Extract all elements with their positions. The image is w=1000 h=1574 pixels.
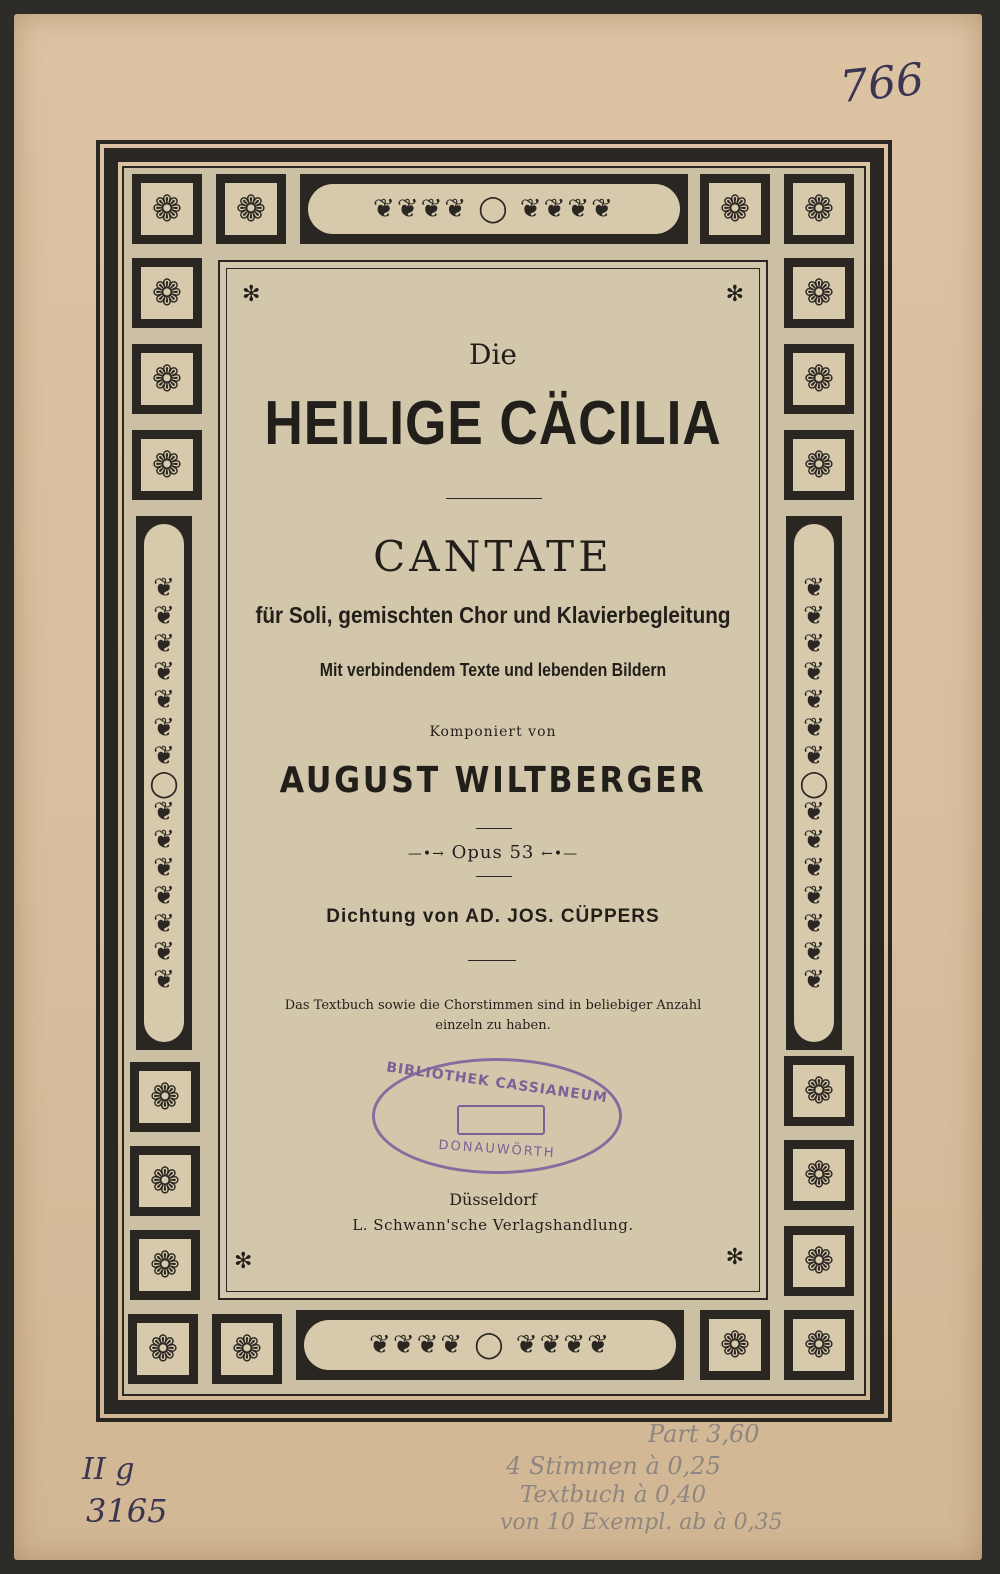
ornament-tile <box>784 1140 854 1210</box>
rosette-icon: ❁ <box>149 1076 181 1118</box>
garland-ornament: ❦❦❦❦ ◯ ❦❦❦❦ <box>373 194 615 224</box>
ornament-tile-inner <box>219 1321 275 1377</box>
price-note-line2: 4 Stimmen à 0,25 <box>506 1452 721 1480</box>
left-pillar <box>136 516 192 1050</box>
rosette-icon: ❁ <box>151 444 183 486</box>
ornament-tile-inner <box>139 351 195 407</box>
ornament-tile-inner <box>791 1147 847 1203</box>
rosette-icon: ❁ <box>719 188 751 230</box>
ornament-tile <box>130 1062 200 1132</box>
top-garland-band <box>300 174 688 244</box>
ornament-tile-inner <box>135 1321 191 1377</box>
ornament-tile <box>784 1310 854 1380</box>
ornament-tile <box>132 344 202 414</box>
library-stamp <box>372 1058 622 1174</box>
bottom-garland-band <box>296 1310 684 1380</box>
ornament-tile-inner <box>137 1153 193 1209</box>
ornament-tile <box>212 1314 282 1384</box>
ornament-tile-inner <box>791 181 847 237</box>
scoring-line: für Soli, gemischten Chor und Klavierbegleitung <box>255 602 731 628</box>
rosette-icon: ❁ <box>803 444 835 486</box>
ornament-tile <box>216 174 286 244</box>
leaf-column-ornament: ❦❦❦❦❦❦❦◯❦❦❦❦❦❦❦ <box>149 573 179 993</box>
corner-star-ornament: ✻ <box>725 1245 744 1270</box>
rosette-icon: ❁ <box>803 272 835 314</box>
genre-title: CANTATE <box>373 532 613 581</box>
garland-ornament: ❦❦❦❦ ◯ ❦❦❦❦ <box>369 1330 611 1360</box>
rosette-icon: ❁ <box>235 188 267 230</box>
ornament-tile-inner <box>707 181 763 237</box>
stamp-emblem <box>457 1105 545 1135</box>
price-note-line4: von 10 Exempl. ab à 0,35 <box>500 1510 783 1535</box>
rosette-icon: ❁ <box>803 188 835 230</box>
ornament-tile-inner <box>139 437 195 493</box>
availability-note-line1: Das Textbuch sowie die Chorstimmen sind in beliebiger Anzahl <box>284 998 702 1013</box>
ornament-tile <box>784 174 854 244</box>
ornament-tile <box>700 1310 770 1380</box>
composer-intro: Komponiert von <box>429 724 557 740</box>
subtitle-line: Mit verbindendem Texte und lebenden Bildern <box>319 660 667 680</box>
rosette-icon: ❁ <box>147 1328 179 1370</box>
rosette-icon: ❁ <box>149 1160 181 1202</box>
ornament-tile-inner <box>139 181 195 237</box>
price-note-line3: Textbuch à 0,40 <box>520 1482 707 1508</box>
shelf-mark-line2: 3165 <box>86 1492 168 1530</box>
poet-line: Dichtung von AD. JOS. CÜPPERS <box>326 906 660 927</box>
corner-star-ornament: ✻ <box>242 282 261 307</box>
composer-name: AUGUST WILTBERGER <box>279 760 707 801</box>
opus-label: Opus 53 <box>451 842 535 863</box>
ornament-tile-inner <box>791 265 847 321</box>
ornament-tile <box>132 258 202 328</box>
catalog-number: 766 <box>837 53 927 114</box>
ornament-tile <box>784 258 854 328</box>
publisher-city: Düsseldorf <box>449 1190 537 1209</box>
ornament-tile-inner <box>139 265 195 321</box>
ornament-tile <box>130 1230 200 1300</box>
opus-flourish-right: ←•— <box>541 846 579 862</box>
rosette-icon: ❁ <box>803 1070 835 1112</box>
availability-note-line2: einzeln zu haben. <box>435 1018 551 1033</box>
publisher-name: L. Schwann'sche Verlagshandlung. <box>352 1216 634 1234</box>
ornament-tile <box>700 174 770 244</box>
poet-divider <box>468 960 516 961</box>
ornament-tile-inner <box>791 1317 847 1373</box>
rosette-icon: ❁ <box>803 1240 835 1282</box>
ornament-tile-inner <box>137 1069 193 1125</box>
stamp-library-name: BIBLIOTHEK CASSIANEUM <box>385 1059 609 1107</box>
rosette-icon: ❁ <box>149 1244 181 1286</box>
rosette-icon: ❁ <box>231 1328 263 1370</box>
ornament-tile <box>784 344 854 414</box>
ornament-tile <box>784 430 854 500</box>
ornament-tile-inner <box>791 1233 847 1289</box>
ornament-tile-inner <box>137 1237 193 1293</box>
ornament-tile-inner <box>791 1063 847 1119</box>
rosette-icon: ❁ <box>719 1324 751 1366</box>
corner-star-ornament: ✻ <box>725 282 744 307</box>
ornament-tile-inner <box>707 1317 763 1373</box>
corner-star-ornament: ✻ <box>234 1249 253 1274</box>
price-note-line1: Part 3,60 <box>648 1420 760 1448</box>
title-article: Die <box>469 338 517 371</box>
rosette-icon: ❁ <box>803 1324 835 1366</box>
ornament-tile <box>128 1314 198 1384</box>
opus-number <box>220 842 766 863</box>
shelf-mark-line1: II g <box>82 1452 135 1487</box>
rosette-icon: ❁ <box>803 358 835 400</box>
rosette-icon: ❁ <box>803 1154 835 1196</box>
opus-flourish-left: —•→ <box>407 846 445 862</box>
rosette-icon: ❁ <box>151 272 183 314</box>
composer-divider <box>476 828 512 829</box>
rosette-icon: ❁ <box>151 358 183 400</box>
ornament-tile <box>130 1146 200 1216</box>
ornament-tile-inner <box>791 437 847 493</box>
ornament-tile-inner <box>791 351 847 407</box>
opus-divider <box>476 876 512 877</box>
ornament-tile-inner <box>223 181 279 237</box>
ornament-tile <box>784 1056 854 1126</box>
ornament-tile <box>132 174 202 244</box>
ornament-tile <box>784 1226 854 1296</box>
rosette-icon: ❁ <box>151 188 183 230</box>
main-title: HEILIGE CÄCILIA <box>264 389 722 458</box>
leaf-column-ornament: ❦❦❦❦❦❦❦◯❦❦❦❦❦❦❦ <box>799 573 829 993</box>
ornament-tile <box>132 430 202 500</box>
stamp-city: DONAUWÖRTH <box>437 1137 557 1162</box>
right-pillar <box>786 516 842 1050</box>
title-divider <box>446 498 542 499</box>
